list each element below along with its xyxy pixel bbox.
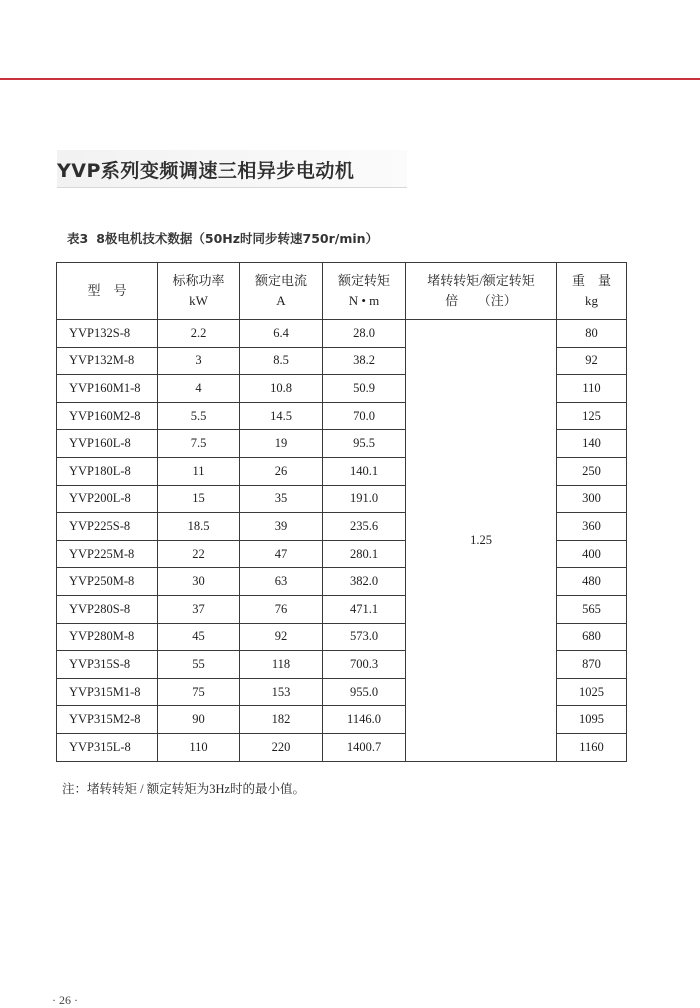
power-cell: 75 <box>158 678 240 706</box>
current-cell: 92 <box>240 623 323 651</box>
torque-cell: 50.9 <box>323 375 406 403</box>
torque-cell: 70.0 <box>323 402 406 430</box>
header-torque: 额定转矩 N • m <box>323 263 406 320</box>
footnote: 注：堵转转矩 / 额定转矩为3Hz时的最小值。 <box>62 782 306 796</box>
weight-cell: 400 <box>557 540 627 568</box>
power-cell: 55 <box>158 651 240 679</box>
power-cell: 30 <box>158 568 240 596</box>
torque-cell: 471.1 <box>323 595 406 623</box>
weight-cell: 125 <box>557 402 627 430</box>
torque-cell: 1400.7 <box>323 733 406 761</box>
power-cell: 7.5 <box>158 430 240 458</box>
torque-cell: 38.2 <box>323 347 406 375</box>
header-torque-ratio: 堵转转矩/额定转矩 倍 （注） <box>406 263 557 320</box>
power-cell: 22 <box>158 540 240 568</box>
weight-cell: 1160 <box>557 733 627 761</box>
weight-cell: 565 <box>557 595 627 623</box>
header-row <box>57 263 627 320</box>
header-weight: 重 量 kg <box>557 263 627 320</box>
model-cell: YVP132M-8 <box>57 347 158 375</box>
motor-spec-table <box>56 262 627 762</box>
power-cell: 45 <box>158 623 240 651</box>
current-cell: 6.4 <box>240 320 323 348</box>
header-current: 额定电流 A <box>240 263 323 320</box>
current-cell: 19 <box>240 430 323 458</box>
current-cell: 39 <box>240 513 323 541</box>
power-cell: 11 <box>158 457 240 485</box>
current-cell: 47 <box>240 540 323 568</box>
torque-cell: 28.0 <box>323 320 406 348</box>
power-cell: 3 <box>158 347 240 375</box>
torque-cell: 700.3 <box>323 651 406 679</box>
weight-cell: 480 <box>557 568 627 596</box>
weight-cell: 110 <box>557 375 627 403</box>
table-caption <box>67 229 378 247</box>
model-cell: YVP160M1-8 <box>57 375 158 403</box>
current-cell: 10.8 <box>240 375 323 403</box>
power-cell: 15 <box>158 485 240 513</box>
torque-cell: 573.0 <box>323 623 406 651</box>
weight-cell: 1095 <box>557 706 627 734</box>
weight-cell: 250 <box>557 457 627 485</box>
top-red-rule <box>0 78 700 80</box>
power-cell: 5.5 <box>158 402 240 430</box>
torque-cell: 235.6 <box>323 513 406 541</box>
current-cell: 182 <box>240 706 323 734</box>
weight-cell: 870 <box>557 651 627 679</box>
model-cell: YVP250M-8 <box>57 568 158 596</box>
torque-cell: 191.0 <box>323 485 406 513</box>
model-cell: YVP315S-8 <box>57 651 158 679</box>
header-power: 标称功率 kW <box>158 263 240 320</box>
power-cell: 18.5 <box>158 513 240 541</box>
current-cell: 63 <box>240 568 323 596</box>
weight-cell: 80 <box>557 320 627 348</box>
torque-cell: 1146.0 <box>323 706 406 734</box>
page-number: · 26 · <box>52 993 78 1007</box>
torque-cell: 140.1 <box>323 457 406 485</box>
current-cell: 118 <box>240 651 323 679</box>
power-cell: 110 <box>158 733 240 761</box>
torque-cell: 382.0 <box>323 568 406 596</box>
table-number: 表3 <box>67 231 89 246</box>
weight-cell: 680 <box>557 623 627 651</box>
torque-ratio-cell: 1.25 <box>406 320 557 762</box>
model-cell: YVP315M1-8 <box>57 678 158 706</box>
current-cell: 26 <box>240 457 323 485</box>
torque-cell: 280.1 <box>323 540 406 568</box>
model-cell: YVP132S-8 <box>57 320 158 348</box>
weight-cell: 360 <box>557 513 627 541</box>
power-cell: 2.2 <box>158 320 240 348</box>
table-title: 8极电机技术数据（50Hz时同步转速750r/min） <box>96 231 379 246</box>
current-cell: 220 <box>240 733 323 761</box>
power-cell: 4 <box>158 375 240 403</box>
torque-cell: 95.5 <box>323 430 406 458</box>
model-cell: YVP280M-8 <box>57 623 158 651</box>
current-cell: 8.5 <box>240 347 323 375</box>
model-cell: YVP160M2-8 <box>57 402 158 430</box>
header-model: 型 号 <box>57 263 158 320</box>
model-cell: YVP315M2-8 <box>57 706 158 734</box>
model-cell: YVP200L-8 <box>57 485 158 513</box>
torque-cell: 955.0 <box>323 678 406 706</box>
current-cell: 14.5 <box>240 402 323 430</box>
model-cell: YVP280S-8 <box>57 595 158 623</box>
model-cell: YVP315L-8 <box>57 733 158 761</box>
table-body <box>57 320 627 762</box>
power-cell: 37 <box>158 595 240 623</box>
model-cell: YVP225S-8 <box>57 513 158 541</box>
current-cell: 35 <box>240 485 323 513</box>
model-cell: YVP180L-8 <box>57 457 158 485</box>
weight-cell: 140 <box>557 430 627 458</box>
model-cell: YVP160L-8 <box>57 430 158 458</box>
current-cell: 76 <box>240 595 323 623</box>
table-header <box>57 263 627 320</box>
model-cell: YVP225M-8 <box>57 540 158 568</box>
section-title: YVP系列变频调速三相异步电动机 <box>57 150 407 188</box>
table-row <box>57 320 627 348</box>
power-cell: 90 <box>158 706 240 734</box>
weight-cell: 92 <box>557 347 627 375</box>
weight-cell: 1025 <box>557 678 627 706</box>
weight-cell: 300 <box>557 485 627 513</box>
current-cell: 153 <box>240 678 323 706</box>
